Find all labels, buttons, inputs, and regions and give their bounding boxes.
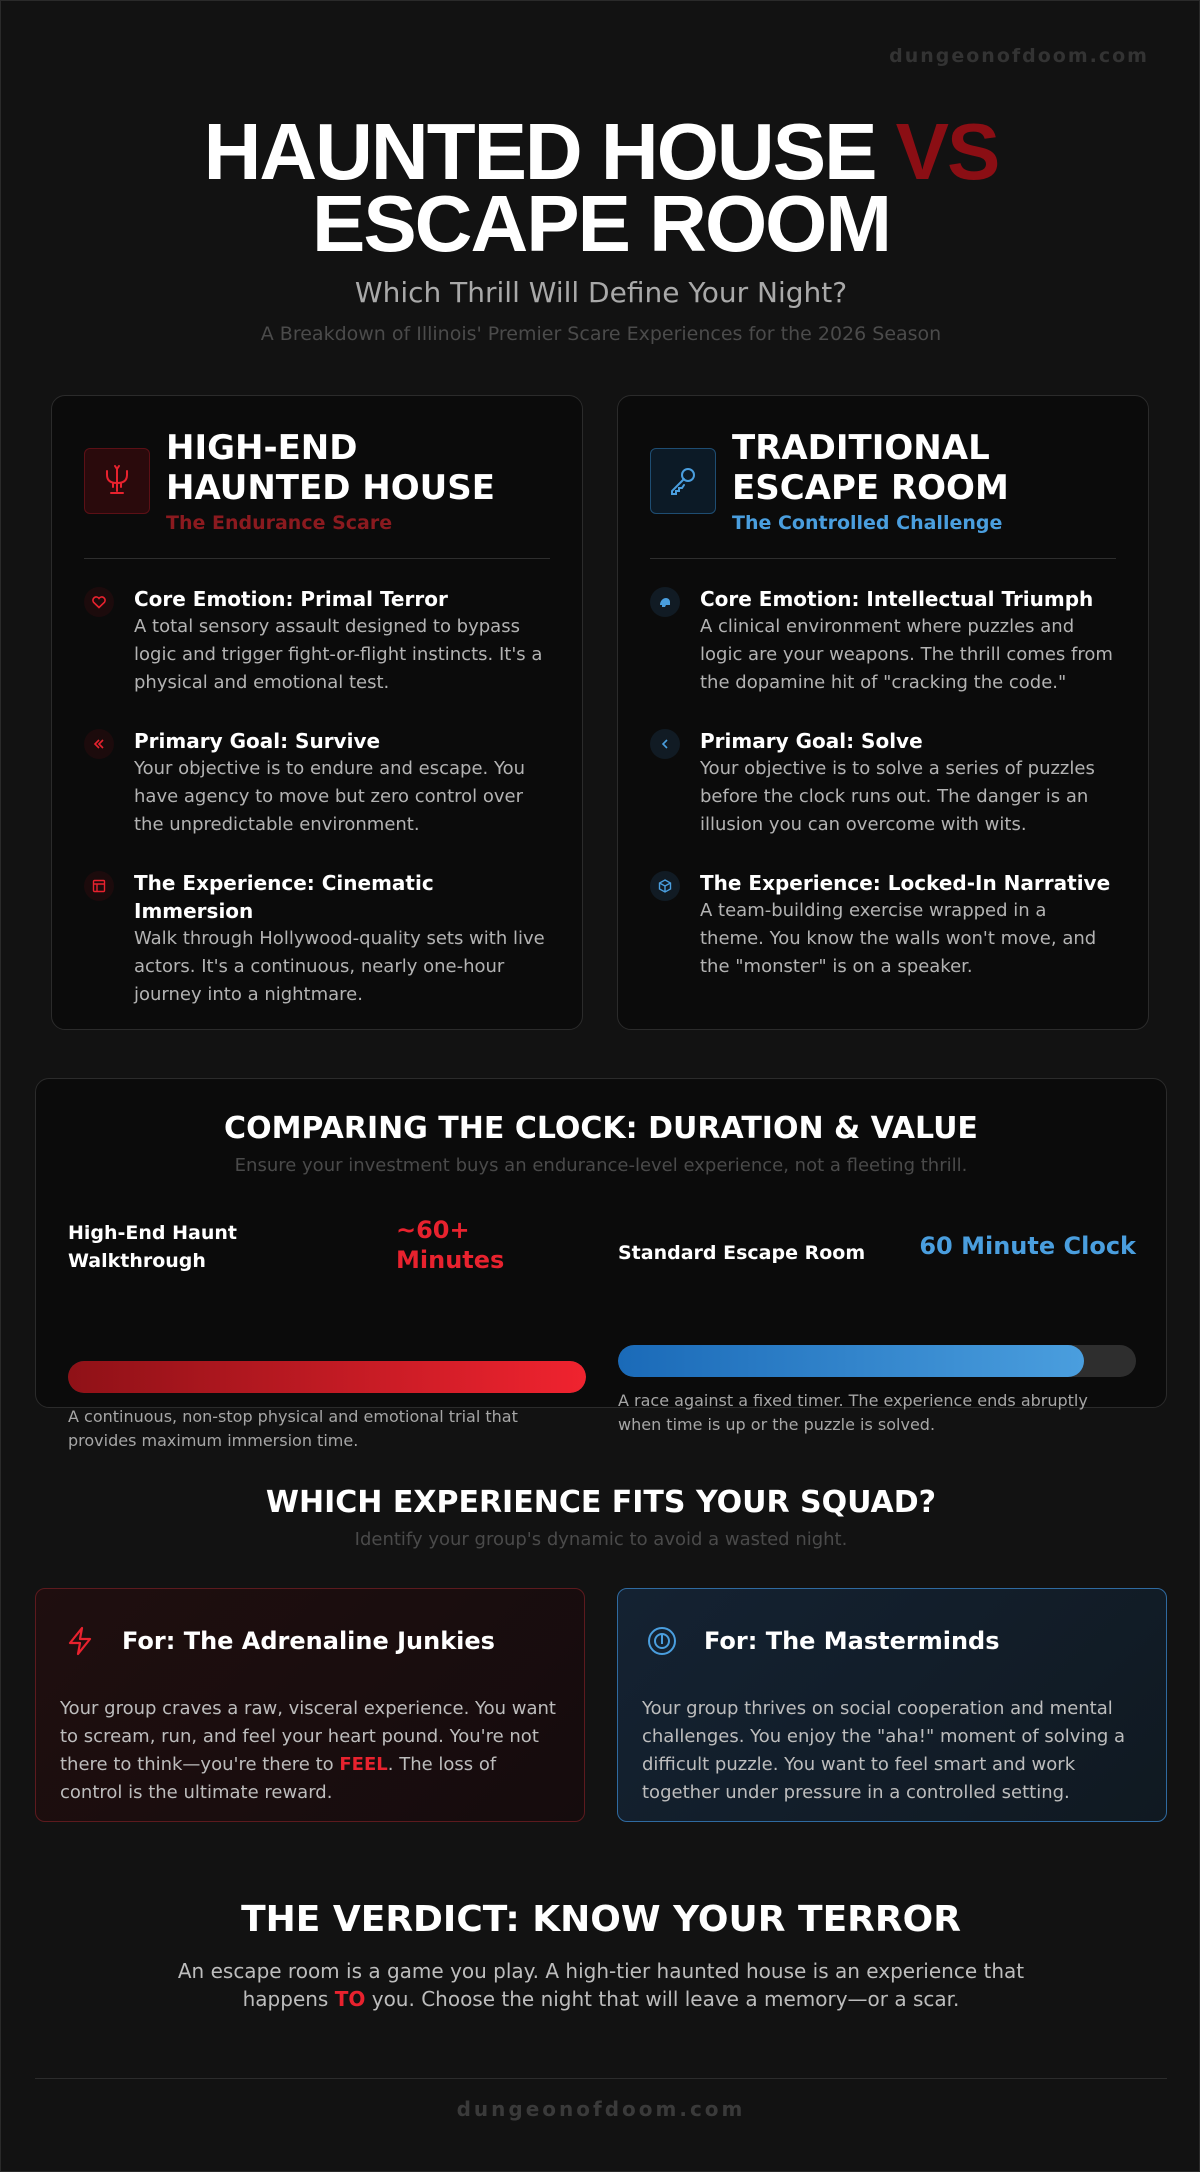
- squad-name: For: The Masterminds: [704, 1627, 1000, 1655]
- feature-title: Primary Goal: Survive: [134, 729, 381, 753]
- section-subtitle: Identify your group's dynamic to avoid a wasted night.: [354, 1529, 848, 1550]
- feature-item: [650, 585, 1116, 697]
- verdict-body: [151, 1957, 1051, 2013]
- divider: [84, 558, 550, 559]
- title-part-1: HAUNTED HOUSE: [203, 107, 876, 196]
- verdict-title: THE VERDICT: KNOW YOUR TERROR: [241, 1899, 961, 1940]
- feature-title: The Experience: Cinematic Immersion: [134, 871, 434, 923]
- text-span: you. Choose the night that will leave a memory—or a scar.: [365, 1987, 960, 2011]
- feature-item: [84, 585, 550, 697]
- text-span: An escape room is a game you play. A high-tier haunted house is an experience that happens: [177, 1959, 1025, 2011]
- squad-description: Your group thrives on social cooperation and mental challenges. You enjoy the "aha!" moment of solving a difficult puzzle. You want to feel smart and work together under pressure in a controlled setting.: [642, 1698, 1126, 1803]
- adrenaline-junkies-card: [35, 1588, 585, 1822]
- masterminds-card: [617, 1588, 1167, 1822]
- meter-label: High-End Haunt Walkthrough: [68, 1222, 238, 1272]
- meter-value: ~60+ Minutes: [396, 1216, 505, 1274]
- cube-icon: [650, 871, 680, 901]
- lightning-icon: [60, 1621, 100, 1661]
- meter-value: 60 Minute Clock: [919, 1232, 1136, 1260]
- site-url-bottom[interactable]: dungeonofdoom.com: [456, 2097, 746, 2121]
- hero: [1, 107, 1200, 345]
- heart-icon: [84, 587, 114, 617]
- feature-title: The Experience: Locked-In Narrative: [700, 871, 1111, 895]
- section-subtitle: Ensure your investment buys an endurance-level experience, not a fleeting thrill.: [234, 1155, 968, 1176]
- feature-title: Core Emotion: Primal Terror: [134, 587, 448, 611]
- feature-item: [84, 869, 550, 1009]
- double-chevron-left-icon: [84, 729, 114, 759]
- feature-body: A team-building exercise wrapped in a theme. You know the walls won't move, and the "monster" is on a speaker.: [700, 900, 1097, 977]
- divider: [650, 558, 1116, 559]
- haunted-house-card: [51, 395, 583, 1030]
- key-icon: [650, 448, 716, 514]
- site-url-top[interactable]: dungeonofdoom.com: [889, 45, 1149, 67]
- candelabra-icon: [84, 448, 150, 514]
- section-title: COMPARING THE CLOCK: DURATION & VALUE: [224, 1111, 978, 1146]
- feature-body: A total sensory assault designed to bypass logic and trigger fight-or-flight instincts. It's a physical and emotional test.: [134, 616, 543, 693]
- target-icon: [642, 1621, 682, 1661]
- duration-bar-fill: [618, 1345, 1084, 1377]
- chevron-left-icon: [650, 729, 680, 759]
- meter-label: Standard Escape Room: [618, 1242, 866, 1264]
- card-tagline: The Controlled Challenge: [732, 512, 1003, 534]
- feature-item: [650, 727, 1116, 839]
- card-title: HIGH-END HAUNTED HOUSE: [166, 428, 495, 508]
- duration-comparison: [35, 1078, 1167, 1450]
- feature-title: Primary Goal: Solve: [700, 729, 923, 753]
- page-subtitle: Which Thrill Will Define Your Night?: [354, 276, 848, 309]
- card-tagline: The Endurance Scare: [166, 512, 393, 534]
- highlight-text: TO: [334, 1987, 366, 2011]
- feature-body: A clinical environment where puzzles and logic are your weapons. The thrill comes from the dopamine hit of "cracking the code.": [700, 616, 1113, 693]
- feature-body: Walk through Hollywood-quality sets with live actors. It's a continuous, nearly one-hour journey into a nightmare.: [134, 928, 545, 1005]
- duration-bar: [68, 1361, 586, 1393]
- title-vs: VS: [895, 107, 999, 196]
- brain-icon: [650, 587, 680, 617]
- escape-duration-meter: [618, 1215, 1136, 1434]
- duration-bar: [618, 1345, 1136, 1377]
- layout-icon: [84, 871, 114, 901]
- page-tagline: A Breakdown of Illinois' Premier Scare Experiences for the 2026 Season: [260, 323, 942, 345]
- feature-body: Your objective is to solve a series of puzzles before the clock runs out. The danger is an illusion you can overcome with wits.: [700, 758, 1095, 835]
- meter-note: A race against a fixed timer. The experience ends abruptly when time is up or the puzzle is solved.: [618, 1391, 1088, 1434]
- text-span: . The loss of control is the ultimate reward.: [60, 1754, 497, 1803]
- haunt-duration-meter: [68, 1215, 586, 1450]
- page-title: [1, 107, 1200, 268]
- escape-room-card: [617, 395, 1149, 1030]
- feature-item: [650, 869, 1116, 981]
- feature-body: Your objective is to endure and escape. You have agency to move but zero control over the unpredictable environment.: [134, 758, 526, 835]
- footer-divider: [35, 2078, 1167, 2079]
- highlight-text: FEEL: [339, 1754, 388, 1775]
- duration-bar-fill: [68, 1361, 586, 1393]
- text-span: Your group craves a raw, visceral experience. You want to scream, run, and feel your heart pound. You're not there to think—you're there to: [60, 1698, 556, 1775]
- feature-title: Core Emotion: Intellectual Triumph: [700, 587, 1094, 611]
- section-title: WHICH EXPERIENCE FITS YOUR SQUAD?: [265, 1485, 937, 1520]
- squad-description: [60, 1695, 560, 1807]
- meter-note: A continuous, non-stop physical and emotional trial that provides maximum immersion time.: [68, 1407, 518, 1450]
- feature-item: [84, 727, 550, 839]
- title-part-2: ESCAPE ROOM: [311, 179, 891, 268]
- squad-name: For: The Adrenaline Junkies: [122, 1627, 495, 1655]
- card-title: TRADITIONAL ESCAPE ROOM: [732, 428, 1009, 508]
